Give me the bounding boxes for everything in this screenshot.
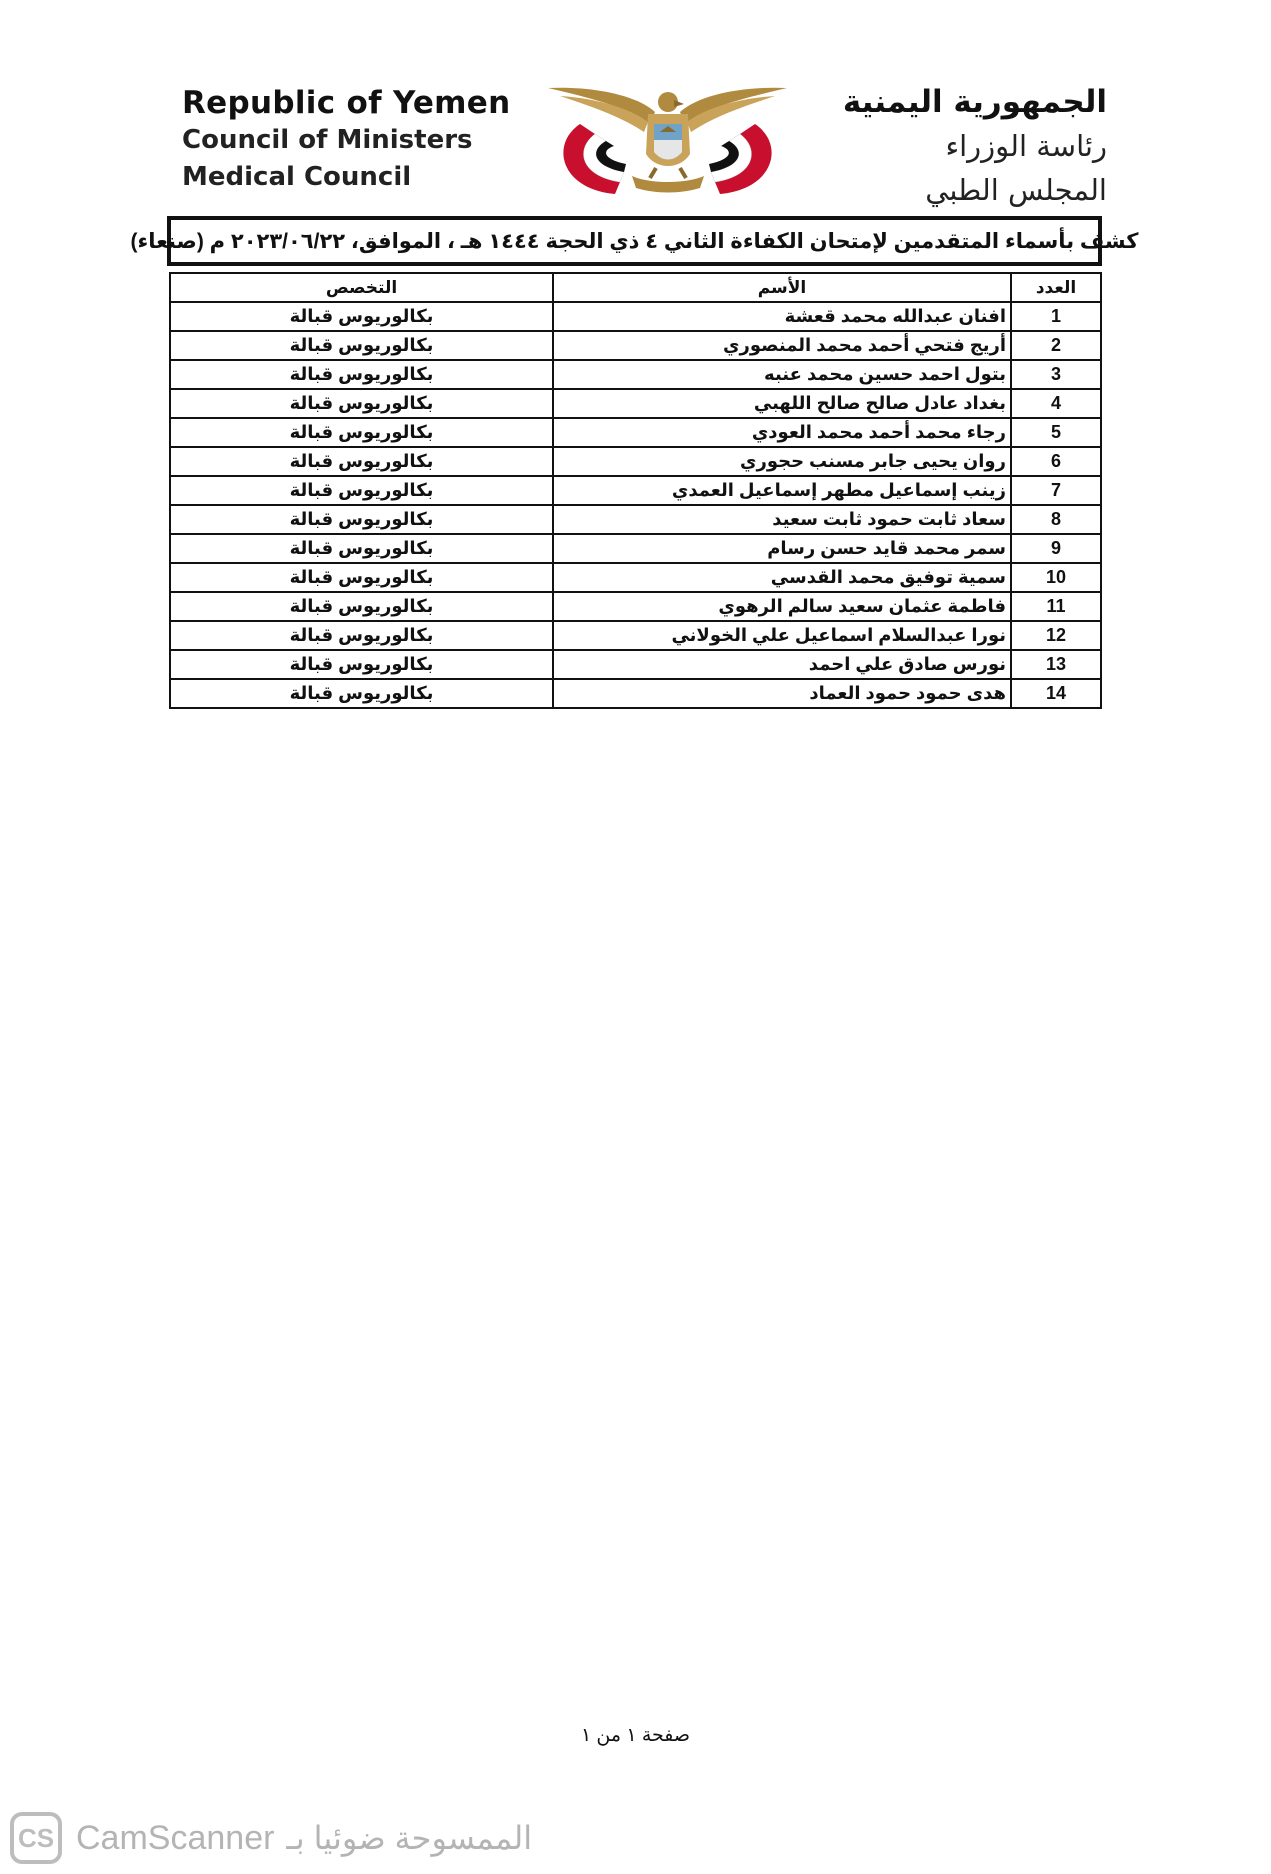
row-name: سمية توفيق محمد القدسي <box>553 563 1011 592</box>
header-num: العدد <box>1011 273 1101 302</box>
table-row <box>170 389 1101 418</box>
header-ar-medical: المجلس الطبي <box>925 173 1107 207</box>
table-row <box>170 302 1101 331</box>
row-number: 3 <box>1011 360 1101 389</box>
table-row <box>170 447 1101 476</box>
table-row <box>170 331 1101 360</box>
row-number: 6 <box>1011 447 1101 476</box>
row-name: سمر محمد قايد حسن رسام <box>553 534 1011 563</box>
row-specialty: بكالوريوس قبالة <box>170 302 553 331</box>
table-row <box>170 621 1101 650</box>
row-specialty: بكالوريوس قبالة <box>170 621 553 650</box>
row-name: أريج فتحي أحمد محمد المنصوري <box>553 331 1011 360</box>
row-number: 9 <box>1011 534 1101 563</box>
row-name: نورا عبدالسلام اسماعيل علي الخولاني <box>553 621 1011 650</box>
header-ar-title: الجمهورية اليمنية <box>842 84 1107 120</box>
row-number: 12 <box>1011 621 1101 650</box>
header-ar-council: رئاسة الوزراء <box>945 129 1107 163</box>
header-name: الأسم <box>553 273 1011 302</box>
row-number: 13 <box>1011 650 1101 679</box>
table-row <box>170 505 1101 534</box>
table-row <box>170 534 1101 563</box>
row-specialty: بكالوريوس قبالة <box>170 389 553 418</box>
document-title: كشف بأسماء المتقدمين لإمتحان الكفاءة الثاني ٤ ذي الحجة ١٤٤٤ هـ ، الموافق، ٢٠٢٣/٠٦/٢٢ م (صنعاء) <box>167 216 1102 266</box>
header-en-council: Council of Ministers <box>182 125 473 155</box>
row-number: 5 <box>1011 418 1101 447</box>
row-number: 1 <box>1011 302 1101 331</box>
header-arabic <box>843 80 1107 212</box>
row-name: رجاء محمد أحمد محمد العودي <box>553 418 1011 447</box>
table-row <box>170 563 1101 592</box>
row-number: 7 <box>1011 476 1101 505</box>
camscanner-text: CamScanner <box>76 1818 275 1857</box>
row-name: فاطمة عثمان سعيد سالم الرهوي <box>553 592 1011 621</box>
row-name: افنان عبدالله محمد قعشة <box>553 302 1011 331</box>
header-spec: التخصص <box>170 273 553 302</box>
table-row <box>170 418 1101 447</box>
camscanner-arabic-text: الممسوحة ضوئيا بـ <box>286 1820 533 1856</box>
camscanner-logo-icon: CS <box>10 1812 62 1864</box>
row-name: نورس صادق علي احمد <box>553 650 1011 679</box>
row-number: 2 <box>1011 331 1101 360</box>
page-number: صفحة ١ من ١ <box>580 1725 691 1746</box>
row-specialty: بكالوريوس قبالة <box>170 563 553 592</box>
row-number: 14 <box>1011 679 1101 708</box>
header-en-medical: Medical Council <box>182 162 412 192</box>
row-number: 10 <box>1011 563 1101 592</box>
row-name: هدى حمود حمود العماد <box>553 679 1011 708</box>
table-row <box>170 679 1101 708</box>
row-name: سعاد ثابت حمود ثابت سعيد <box>553 505 1011 534</box>
row-specialty: بكالوريوس قبالة <box>170 650 553 679</box>
row-number: 8 <box>1011 505 1101 534</box>
table-row <box>170 650 1101 679</box>
row-specialty: بكالوريوس قبالة <box>170 505 553 534</box>
row-specialty: بكالوريوس قبالة <box>170 476 553 505</box>
yemen-eagle-emblem-icon <box>540 84 795 204</box>
table-row <box>170 592 1101 621</box>
row-specialty: بكالوريوس قبالة <box>170 360 553 389</box>
table-row <box>170 360 1101 389</box>
row-specialty: بكالوريوس قبالة <box>170 418 553 447</box>
header-en-title: Republic of Yemen <box>182 85 511 121</box>
row-specialty: بكالوريوس قبالة <box>170 534 553 563</box>
row-specialty: بكالوريوس قبالة <box>170 447 553 476</box>
row-specialty: بكالوريوس قبالة <box>170 331 553 360</box>
header-english <box>182 84 510 196</box>
row-name: روان يحيى جابر مسنب حجوري <box>553 447 1011 476</box>
row-number: 4 <box>1011 389 1101 418</box>
row-name: بغداد عادل صالح صالح اللهبي <box>553 389 1011 418</box>
row-number: 11 <box>1011 592 1101 621</box>
table-header-row <box>170 273 1101 302</box>
row-specialty: بكالوريوس قبالة <box>170 679 553 708</box>
row-specialty: بكالوريوس قبالة <box>170 592 553 621</box>
camscanner-watermark <box>10 1810 532 1866</box>
row-name: زينب إسماعيل مطهر إسماعيل العمدي <box>553 476 1011 505</box>
applicants-table <box>169 272 1102 709</box>
table-row <box>170 476 1101 505</box>
row-name: بتول احمد حسين محمد عنبه <box>553 360 1011 389</box>
